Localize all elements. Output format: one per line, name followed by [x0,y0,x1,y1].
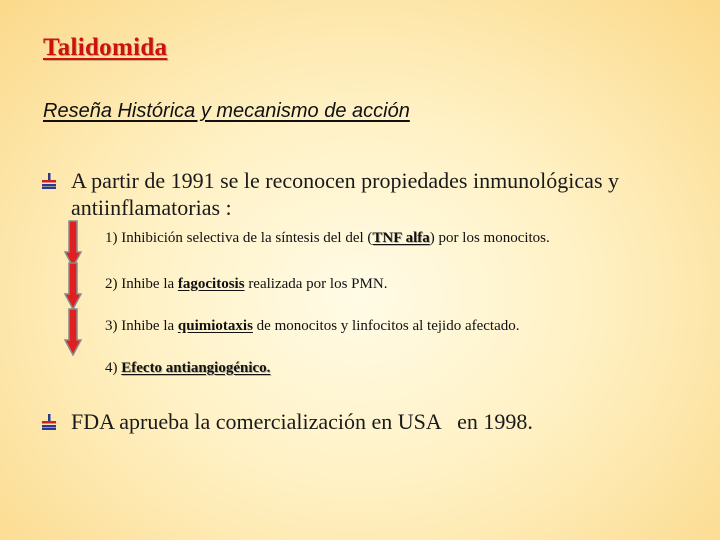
bullet-text: A partir de 1991 se le reconocen propiedades inmunológicas y antiinflamatorias : [71,168,620,220]
down-arrow-icon [64,220,82,268]
mechanism-item-3-post: de monocitos y linfocitos al tejido afectado. [252,318,520,334]
mechanism-item-3-pre: 3) Inhibe la [105,318,178,334]
mechanism-item-2-pre: 2) Inhibe la [105,276,178,292]
down-arrow-icon [64,308,82,356]
mechanism-item-4-pre: 4) [105,360,122,376]
mechanism-item-2 [105,276,387,293]
mechanism-item-1-post: ) por los monocitos. [429,230,550,246]
mechanism-item-3-term: quimiotaxis [177,318,253,334]
bullet-marker-icon [42,173,58,189]
mechanism-item-4-term: Efecto antiangiogénico. [121,360,271,376]
slide-subtitle: Reseña Histórica y mecanismo de acción [43,100,410,122]
mechanism-item-1-pre: 1) Inhibición selectiva de la síntesis del del ( [105,230,373,246]
mechanism-item-2-post: realizada por los PMN. [244,276,388,292]
down-arrow-icon [64,262,82,310]
mechanism-item-3 [105,318,520,335]
mechanism-item-1 [105,230,550,247]
mechanism-item-1-term: TNF alfa [372,230,430,246]
slide-title: Talidomida [43,34,168,61]
bullet-marker-icon [42,414,58,430]
mechanism-item-2-term: fagocitosis [177,276,245,292]
mechanism-item-4 [105,360,270,377]
bullet-text: FDA aprueba la comercialización en USA en 1998. [71,409,533,434]
